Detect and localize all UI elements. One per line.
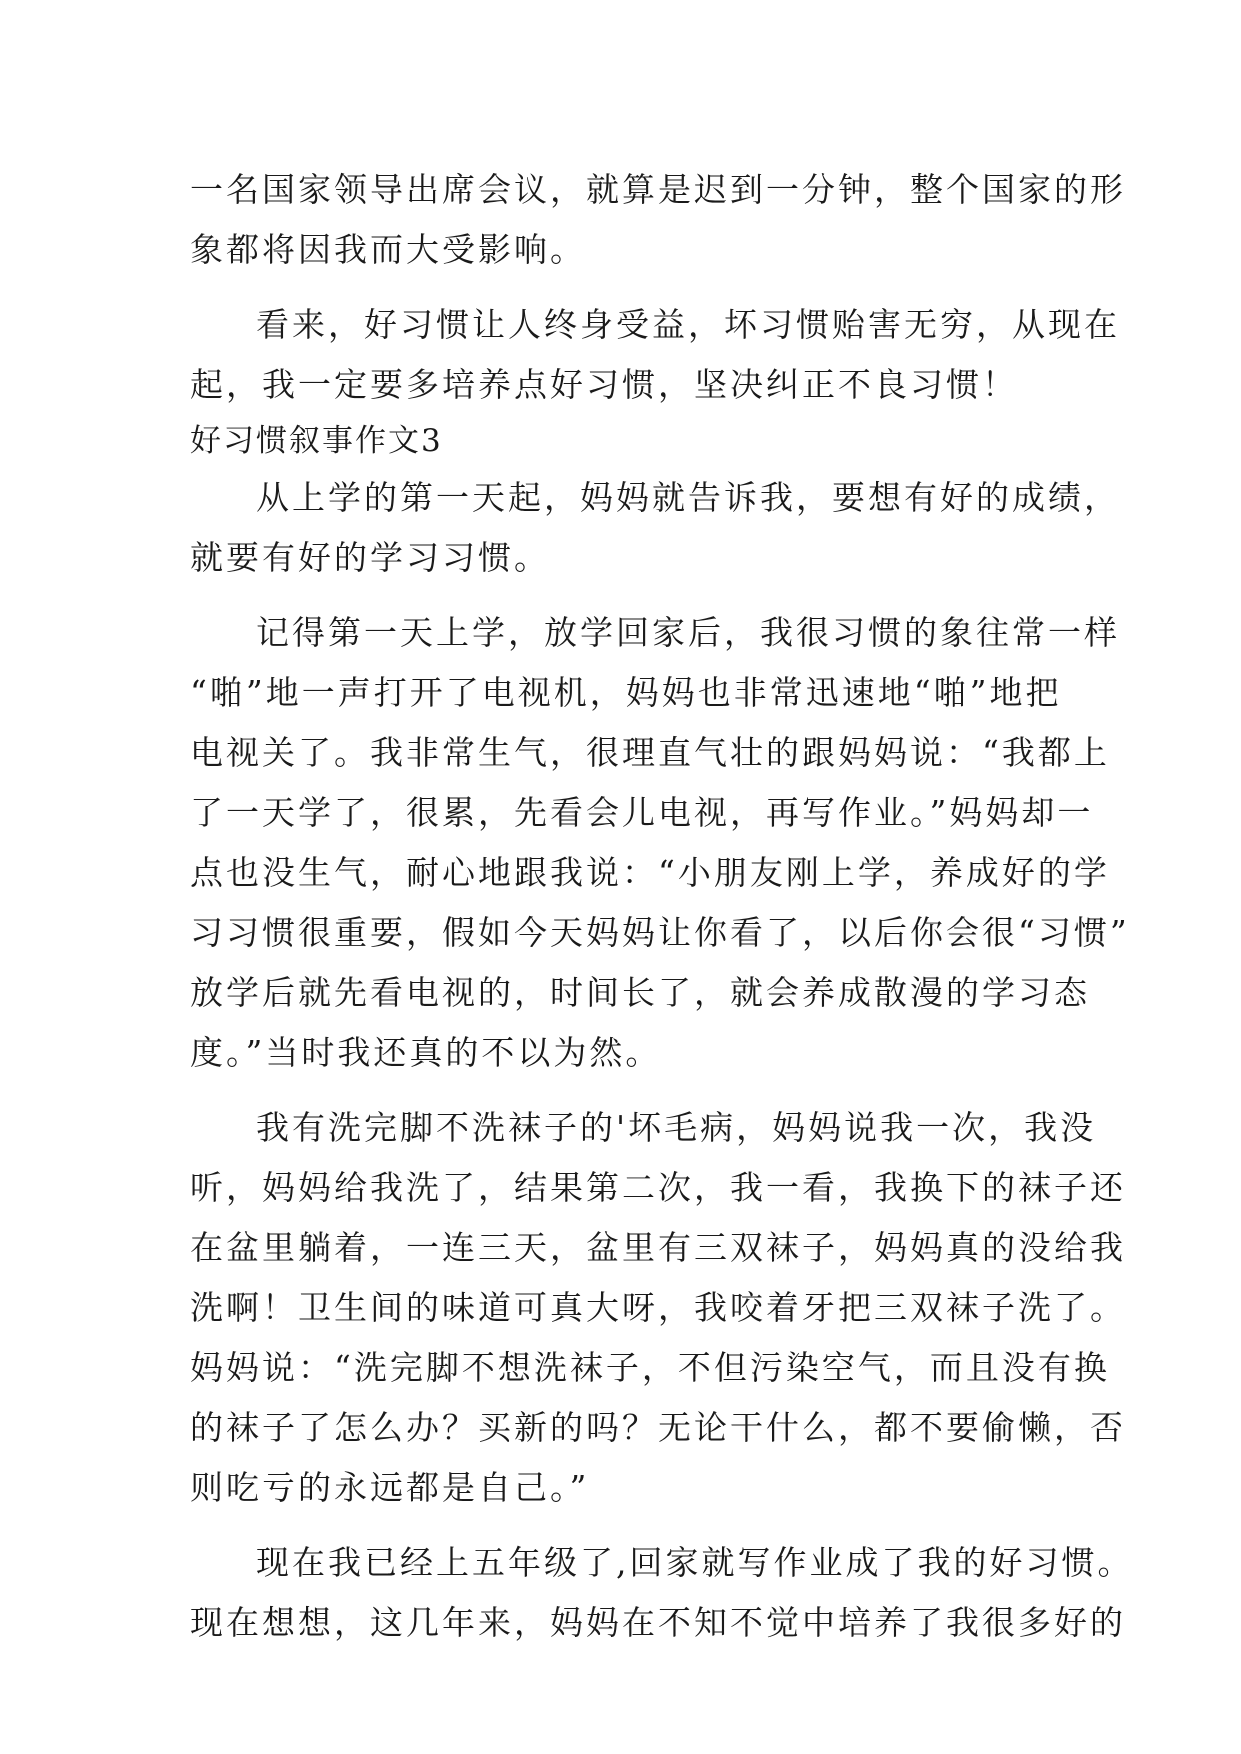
text-line: 则吃亏的永远都是自己。” bbox=[190, 1468, 590, 1507]
text-line: 在盆里躺着，一连三天，盆里有三双袜子，妈妈真的没给我 bbox=[190, 1228, 1126, 1267]
paragraph bbox=[190, 295, 1120, 415]
text-line: 习习惯很重要，假如今天妈妈让你看了，以后你会很“习惯” bbox=[190, 913, 1130, 952]
text-line: 记得第一天上学，放学回家后，我很习惯的象往常一样 bbox=[256, 613, 1120, 652]
paragraph bbox=[190, 1533, 1134, 1653]
section-heading: 好习惯叙事作文3 bbox=[190, 423, 443, 459]
text-line: 看来，好习惯让人终身受益，坏习惯贻害无穷，从现在 bbox=[256, 305, 1120, 344]
text-line: 度。”当时我还真的不以为然。 bbox=[190, 1033, 662, 1072]
paragraph bbox=[190, 1098, 1126, 1518]
text-line: 象都将因我而大受影响。 bbox=[190, 230, 586, 269]
text-line: 妈妈说：“洗完脚不想洗袜子，不但污染空气，而且没有换 bbox=[190, 1348, 1110, 1387]
text-line: 我有洗完脚不洗袜子的'坏毛病，妈妈说我一次，我没 bbox=[256, 1108, 1097, 1147]
text-line: 放学后就先看电视的，时间长了，就会养成散漫的学习态 bbox=[190, 973, 1090, 1012]
paragraph bbox=[190, 160, 1126, 280]
text-line: 了一天学了，很累，先看会儿电视，再写作业。”妈妈却一 bbox=[190, 793, 1094, 832]
text-line: 电视关了。我非常生气，很理直气壮的跟妈妈说：“我都上 bbox=[190, 733, 1110, 772]
paragraph bbox=[190, 468, 1120, 588]
text-line: 洗啊！卫生间的味道可真大呀，我咬着牙把三双袜子洗了。 bbox=[190, 1288, 1126, 1327]
text-line: 现在想想，这几年来，妈妈在不知不觉中培养了我很多好的 bbox=[190, 1603, 1126, 1642]
text-line: 从上学的第一天起，妈妈就告诉我，要想有好的成绩， bbox=[256, 478, 1120, 517]
paragraph bbox=[190, 603, 1130, 1083]
document-page bbox=[190, 160, 1134, 1653]
text-line: 点也没生气，耐心地跟我说：“小朋友刚上学，养成好的学 bbox=[190, 853, 1110, 892]
text-line: 听，妈妈给我洗了，结果第二次，我一看，我换下的袜子还 bbox=[190, 1168, 1126, 1207]
text-line: “啪”地一声打开了电视机，妈妈也非常迅速地“啪”地把 bbox=[190, 673, 1062, 712]
text-line: 的袜子了怎么办？买新的吗？无论干什么，都不要偷懒，否 bbox=[190, 1408, 1126, 1447]
text-line: 现在我已经上五年级了,回家就写作业成了我的好习惯。 bbox=[256, 1543, 1134, 1582]
text-line: 一名国家领导出席会议，就算是迟到一分钟，整个国家的形 bbox=[190, 170, 1126, 209]
text-line: 就要有好的学习习惯。 bbox=[190, 538, 550, 577]
text-line: 起，我一定要多培养点好习惯，坚决纠正不良习惯！ bbox=[190, 365, 1018, 404]
